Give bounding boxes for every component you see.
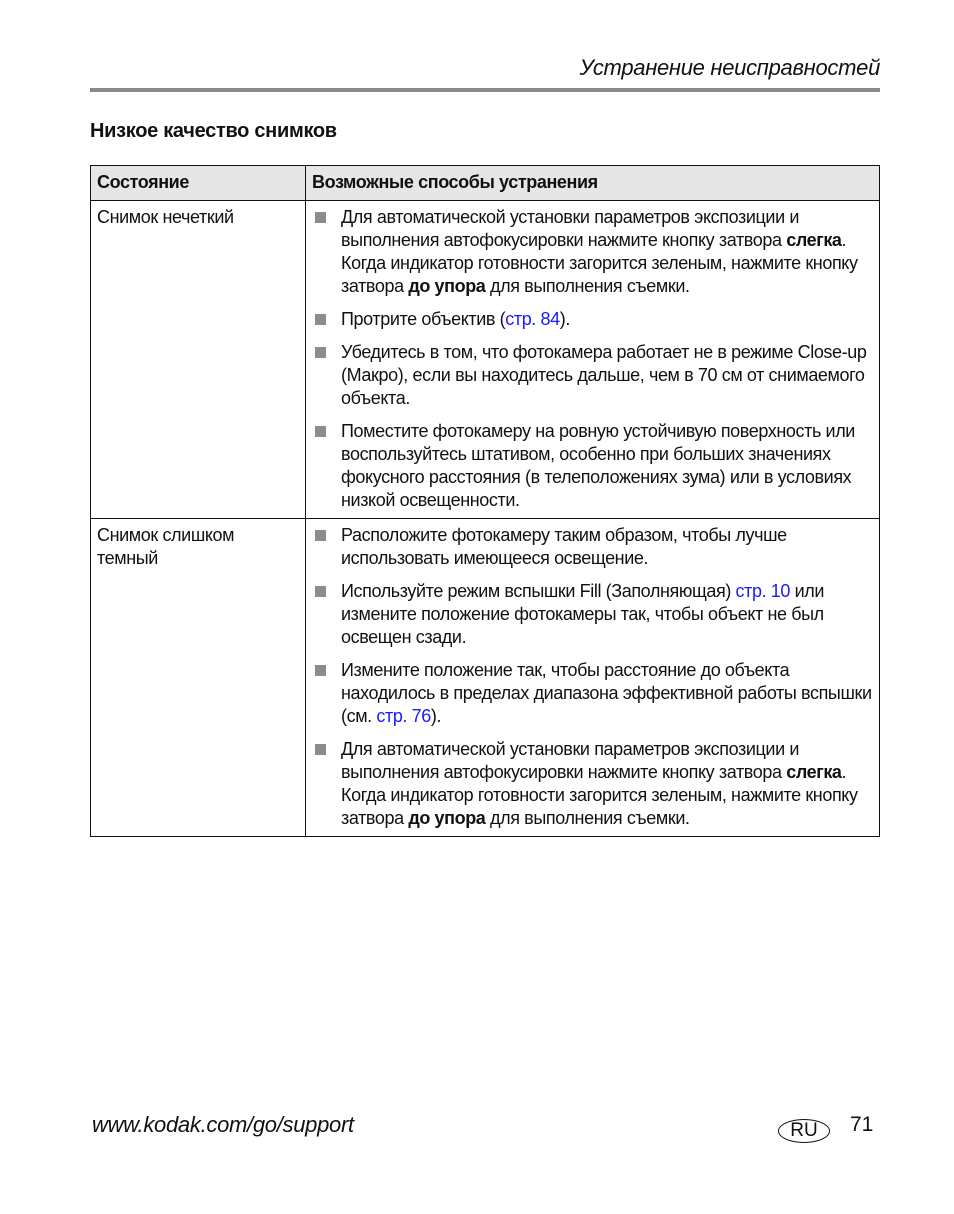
page-number: 71 bbox=[850, 1113, 874, 1136]
body-text: Протрите объектив ( bbox=[341, 309, 506, 329]
list-item bbox=[312, 738, 873, 830]
state-cell: Снимок слишком темный bbox=[91, 519, 306, 837]
square-bullet-icon bbox=[315, 212, 326, 223]
body-text: Для автоматической установки параметров экспозиции и выполнения автофокусировки нажмите кнопку затвора bbox=[341, 739, 799, 782]
support-url-link[interactable]: www.kodak.com/go/support bbox=[92, 1112, 354, 1137]
solutions-list bbox=[312, 206, 873, 512]
emphasis-text: слегка bbox=[786, 762, 842, 782]
body-text: Измените положение так, чтобы расстояние до объекта находилось в пределах диапазона эффективной работы вспышки (см. bbox=[341, 660, 872, 726]
list-item bbox=[312, 308, 873, 331]
body-text: ). bbox=[430, 706, 442, 726]
page-reference-link[interactable]: стр. 84 bbox=[505, 309, 560, 329]
table-row bbox=[91, 201, 880, 519]
emphasis-text: до упора bbox=[408, 276, 486, 296]
body-text: Расположите фотокамеру таким образом, чтобы лучше использовать имеющееся освещение. bbox=[341, 525, 787, 568]
square-bullet-icon bbox=[315, 744, 326, 755]
body-text: или измените положение фотокамеры так, чтобы объект не был освещен сзади. bbox=[341, 581, 825, 647]
table-row bbox=[91, 519, 880, 837]
list-item bbox=[312, 524, 873, 570]
section-title: Низкое качество снимков bbox=[90, 120, 337, 142]
solutions-cell bbox=[306, 201, 880, 519]
square-bullet-icon bbox=[315, 347, 326, 358]
body-text: Для автоматической установки параметров экспозиции и выполнения автофокусировки нажмите кнопку затвора bbox=[341, 207, 799, 250]
body-text: Убедитесь в том, что фотокамера работает не в режиме Close-up (Макро), если вы находитесь дальше, чем в 70 см от снимаемого объекта. bbox=[341, 342, 867, 408]
list-item bbox=[312, 580, 873, 649]
header-divider bbox=[90, 88, 880, 92]
list-item bbox=[312, 341, 873, 410]
body-text: для выполнения съемки. bbox=[485, 276, 690, 296]
square-bullet-icon bbox=[315, 530, 326, 541]
state-cell: Снимок нечеткий bbox=[91, 201, 306, 519]
list-item bbox=[312, 206, 873, 298]
page-reference-link[interactable]: стр. 10 bbox=[735, 581, 791, 601]
square-bullet-icon bbox=[315, 426, 326, 437]
body-text: для выполнения съемки. bbox=[485, 808, 690, 828]
emphasis-text: слегка bbox=[786, 230, 842, 250]
square-bullet-icon bbox=[315, 314, 326, 325]
emphasis-text: до упора bbox=[408, 808, 486, 828]
solutions-list bbox=[312, 524, 873, 830]
body-text: ). bbox=[559, 309, 570, 329]
body-text: Используйте режим вспышки Fill (Заполняющая) bbox=[341, 581, 736, 601]
column-header-solutions: Возможные способы устранения bbox=[306, 166, 880, 201]
list-item bbox=[312, 659, 873, 728]
square-bullet-icon bbox=[315, 586, 326, 597]
body-text: . Когда индикатор готовности загорится зеленым, нажмите кнопку затвора bbox=[341, 762, 858, 828]
language-badge: RU bbox=[778, 1119, 830, 1143]
list-item bbox=[312, 420, 873, 512]
troubleshooting-table bbox=[90, 165, 880, 837]
page-reference-link[interactable]: стр. 76 bbox=[376, 706, 431, 726]
square-bullet-icon bbox=[315, 665, 326, 676]
solutions-cell bbox=[306, 519, 880, 837]
running-header-title: Устранение неисправностей bbox=[579, 55, 880, 80]
body-text: . Когда индикатор готовности загорится зеленым, нажмите кнопку затвора bbox=[341, 230, 858, 296]
table-header-row bbox=[91, 166, 880, 201]
body-text: Поместите фотокамеру на ровную устойчивую поверхность или воспользуйтесь штативом, особенно при больших значениях фокусного расстояния (в телеположениях зума) или в условиях низкой освещенности. bbox=[341, 421, 855, 510]
column-header-state: Состояние bbox=[91, 166, 306, 201]
